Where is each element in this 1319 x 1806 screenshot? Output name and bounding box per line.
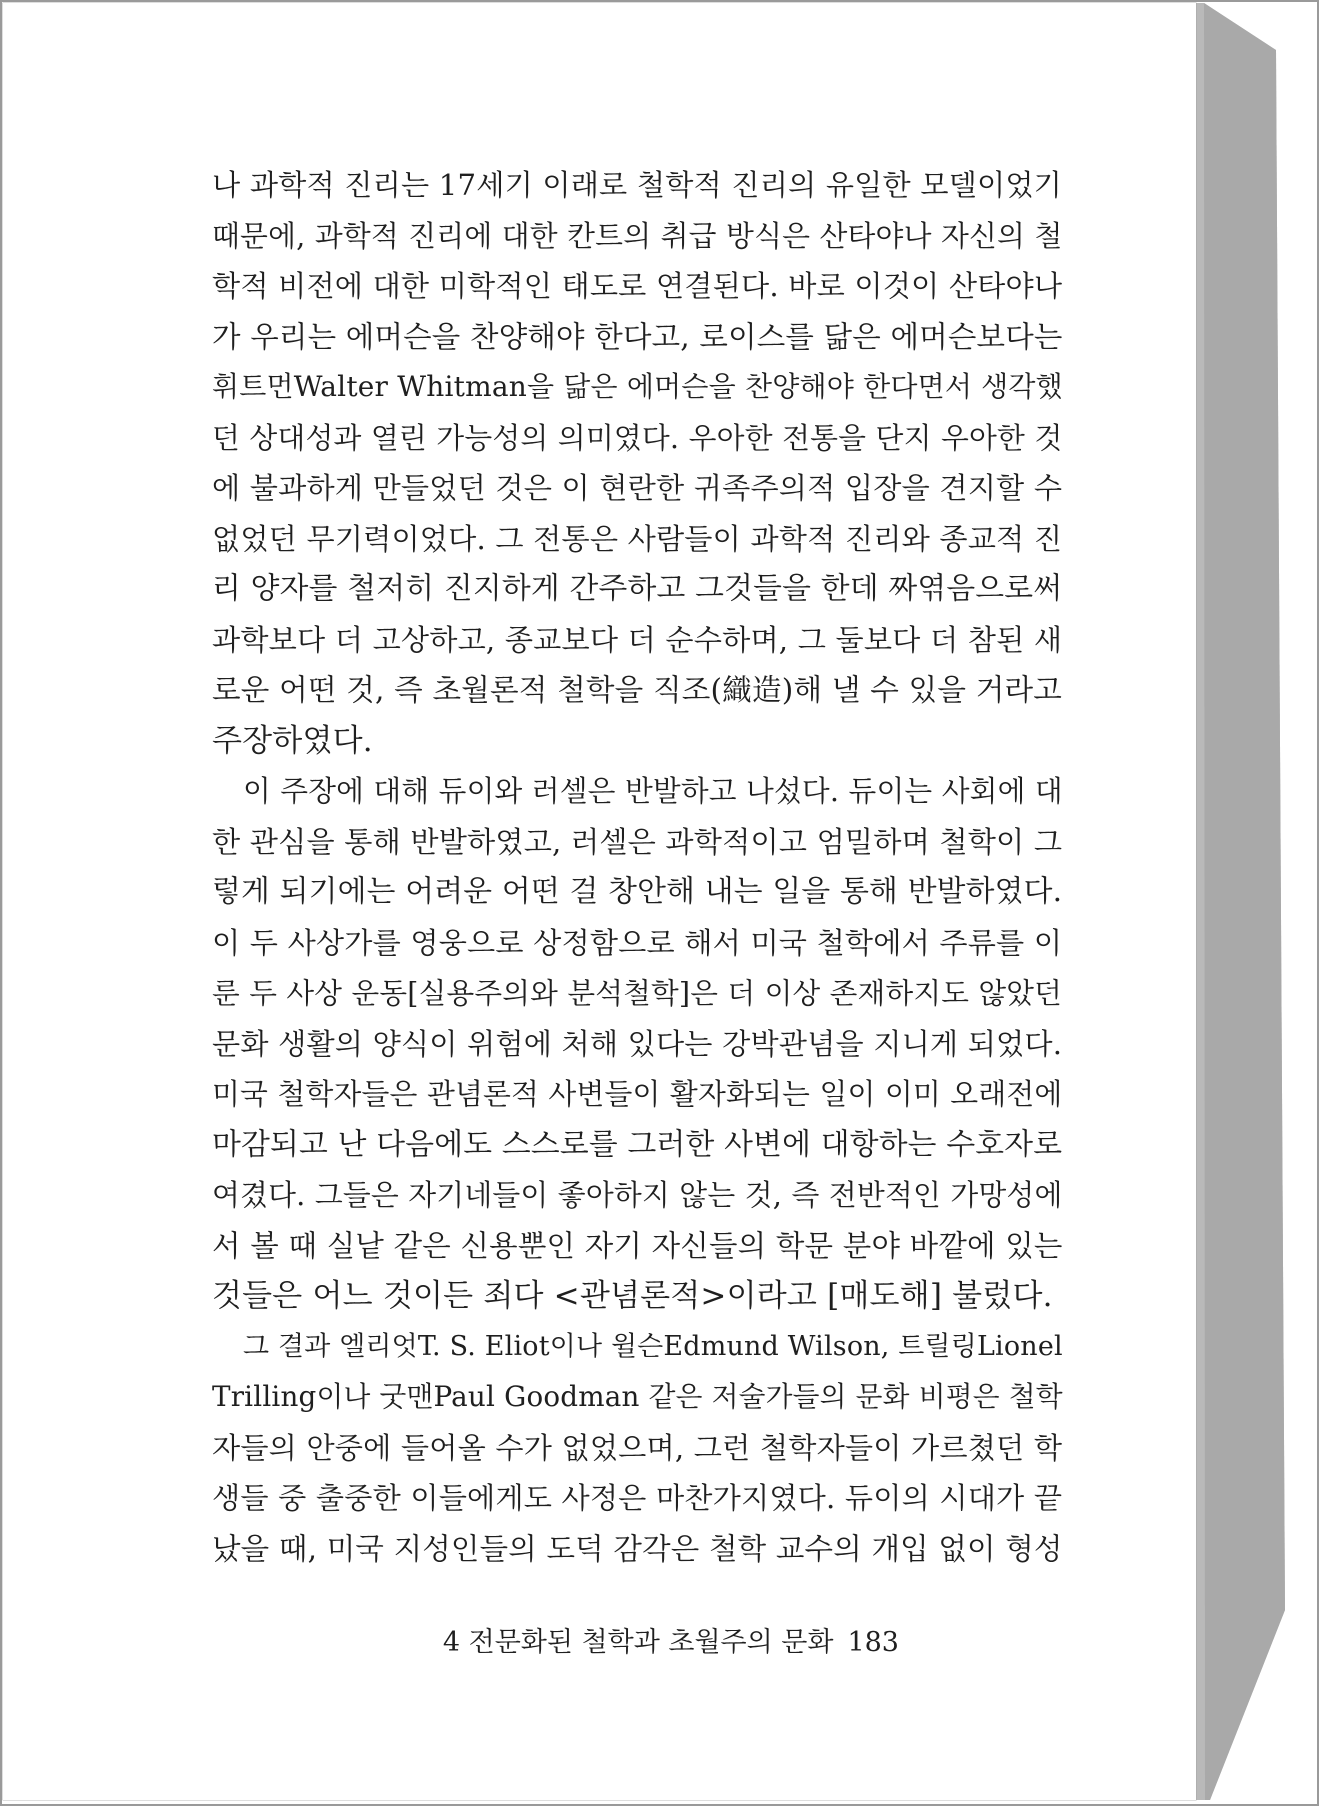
page-number: 183 [847,1627,899,1658]
text-line: 던 상대성과 열린 가능성의 의미였다. 우아한 전통을 단지 우아한 것 [212,420,1063,455]
text-line: 이 두 사상가를 영웅으로 상정함으로 해서 미국 철학에서 주류를 이 [212,925,1063,960]
text-line: 과학보다 더 고상하고, 종교보다 더 순수하며, 그 둘보다 더 참된 새 [212,622,1063,657]
text-line: 렇게 되기에는 어려운 어떤 걸 창안해 내는 일을 통해 반발하였다. [212,874,1063,909]
text-line: 리 양자를 철저히 진지하게 간주하고 그것들을 한데 짜엮음으로써 [212,571,1063,606]
chapter-title: 4 전문화된 철학과 초월주의 문화 [442,1627,834,1658]
text-line: 로운 어떤 것, 즉 초월론적 철학을 직조(織造)해 낼 수 있을 거라고 [212,673,1062,707]
text-line: 생들 중 출중한 이들에게도 사정은 마찬가지였다. 듀이의 시대가 끝 [212,1481,1063,1515]
text-line: 학적 비전에 대한 미학적인 태도로 연결된다. 바로 이것이 산타야나 [212,269,1063,303]
text-line: 서 볼 때 실낱 같은 신용뿐인 자기 자신들의 학문 분야 바깥에 있는 [212,1228,1063,1263]
text-line: 룬 두 사상 운동[실용주의와 분석철학]은 더 이상 존재하지도 않았던 [212,976,1063,1010]
text-line: 주장하였다. [212,722,373,759]
text-line: 가 우리는 에머슨을 찬양해야 한다고, 로이스를 닮은 에머슨보다는 [212,319,1063,354]
text-line: 휘트먼Walter Whitman을 닮은 에머슨을 찬양해야 한다면서 생각했 [212,370,1063,403]
text-line: 자들의 안중에 들어올 수가 없었으며, 그런 철학자들이 가르쳤던 학 [212,1430,1063,1465]
text-line: 여겼다. 그들은 자기네들이 좋아하지 않는 것, 즉 전반적인 가망성에 [212,1178,1063,1212]
text-line: 이 주장에 대해 듀이와 러셀은 반발하고 나섰다. 듀이는 사회에 대 [243,774,1063,808]
text-line: 그 결과 엘리엇T. S. Eliot이나 윌슨Edmund Wilson, 트릴링Lionel [243,1330,1063,1362]
body-text [212,160,1062,1574]
text-line: 것들은 어느 것이든 죄다 <관념론적>이라고 [매도해] 불렀다. [212,1278,1053,1314]
text-line: 한 관심을 통해 반발하였고, 러셀은 과학적이고 엄밀하며 철학이 그 [212,824,1063,859]
text-line: 마감되고 난 다음에도 스스로를 그러한 사변에 대항하는 수호자로 [212,1126,1063,1162]
text-line: 났을 때, 미국 지성인들의 도덕 감각은 철학 교수의 개입 없이 형성 [212,1531,1063,1566]
text-line: 나 과학적 진리는 17세기 이래로 철학적 진리의 유일한 모델이었기 [212,168,1062,202]
text-line: 미국 철학자들은 관념론적 사변들이 활자화되는 일이 이미 오래전에 [212,1077,1063,1111]
text-line: 문화 생활의 양식이 위험에 처해 있다는 강박관념을 지니게 되었다. [212,1026,1063,1061]
text-line: 에 불과하게 만들었던 것은 이 현란한 귀족주의적 입장을 견지할 수 [212,471,1063,505]
text-line: Trilling이나 굿맨Paul Goodman 같은 저술가들의 문화 비평은 철학 [212,1380,1063,1413]
running-footer [429,1620,899,1659]
text-line: 없었던 무기력이었다. 그 전통은 사람들이 과학적 진리와 종교적 진 [212,521,1063,556]
text-line: 때문에, 과학적 진리에 대한 칸트의 취급 방식은 산타야나 자신의 철 [212,218,1063,253]
